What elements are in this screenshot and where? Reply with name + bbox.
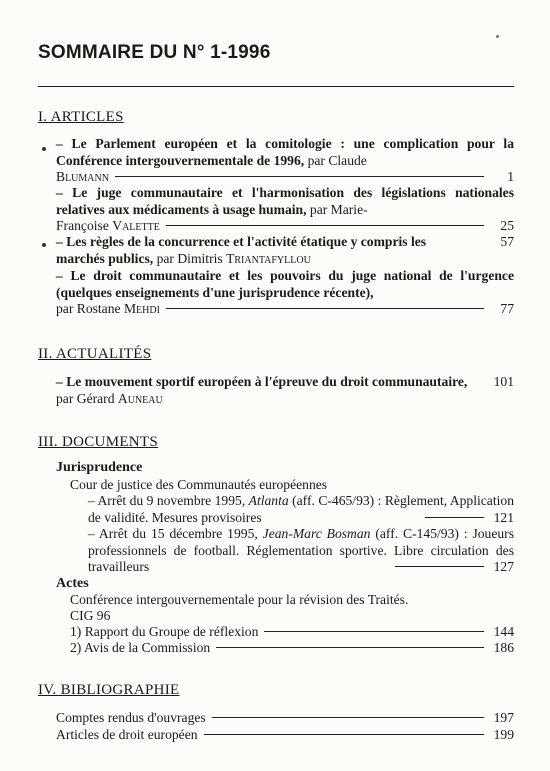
entry-page: 121 bbox=[493, 509, 514, 525]
entry-page: 127 bbox=[493, 559, 514, 574]
entry-title: Comptes rendus d'ouvrages bbox=[56, 710, 206, 725]
entry-by: par Dimitris bbox=[156, 250, 223, 266]
entry-party: Jean-Marc Bosman bbox=[262, 526, 371, 541]
actes-cig: CIG 96 bbox=[70, 608, 111, 623]
entry-author-first: Françoise bbox=[56, 218, 109, 233]
entry-page: 57 bbox=[500, 234, 514, 249]
entry-rest: (aff. C-465/93) : Règlement, Application de validité. Mesures provisoires bbox=[88, 493, 514, 525]
page-title: SOMMAIRE DU N° 1-1996 bbox=[38, 42, 271, 63]
actes-intro: Conférence intergouvernementale pour la révision des Traités. bbox=[70, 592, 409, 607]
court-name: Cour de justice des Communautés européennes bbox=[70, 477, 328, 492]
entry-rest: (aff. C-145/93) : Joueurs professionnels de football. Réglementation sportive. Libre circulation des travailleurs bbox=[88, 526, 514, 574]
subsection-jurisprudence: Jurisprudence bbox=[56, 460, 143, 475]
entry-page: 186 bbox=[493, 640, 514, 655]
toc-entry[interactable] bbox=[56, 727, 514, 744]
title-rule bbox=[38, 86, 514, 87]
toc-entry[interactable] bbox=[56, 234, 514, 267]
leader-line bbox=[204, 734, 484, 735]
section-heading-articles: I. ARTICLES bbox=[38, 109, 124, 125]
margin-dot bbox=[42, 147, 46, 151]
entry-title: – Le Parlement européen et la comitologie : une complication pour la Conférence intergouvernementale de 1996, bbox=[56, 136, 514, 168]
toc-entry[interactable] bbox=[56, 374, 514, 407]
entry-title: Articles de droit européen bbox=[56, 727, 198, 742]
entry-page: 199 bbox=[493, 727, 514, 742]
entry-page: 144 bbox=[493, 624, 514, 639]
entry-page: 197 bbox=[493, 710, 514, 725]
margin-dot bbox=[42, 243, 46, 247]
entry-by: par Marie- bbox=[309, 201, 368, 217]
entry-title: 2) Avis de la Commission bbox=[70, 640, 211, 655]
entry-party: Atlanta bbox=[248, 493, 289, 508]
entry-author: Blumann bbox=[56, 169, 109, 184]
toc-entry[interactable] bbox=[70, 624, 514, 641]
leader-line bbox=[166, 225, 484, 226]
entry-title: – Le mouvement sportif européen à l'épreuve du droit communautaire, bbox=[56, 374, 468, 389]
leader-line bbox=[115, 176, 484, 177]
entry-page: 1 bbox=[507, 169, 514, 184]
entry-title: – Le juge communautaire et l'harmonisation des législations nationales relatives aux médicaments à usage humain, bbox=[56, 185, 514, 217]
entry-title: 1) Rapport du Groupe de réflexion bbox=[70, 624, 259, 639]
entry-page: 101 bbox=[493, 374, 514, 389]
entry-author: Valette bbox=[112, 218, 160, 233]
toc-entry[interactable] bbox=[56, 268, 514, 318]
entry-page: 25 bbox=[500, 218, 514, 233]
toc-entry[interactable] bbox=[56, 136, 514, 186]
leader-line bbox=[425, 517, 484, 518]
entry-by: par Claude bbox=[307, 152, 367, 168]
toc-entry[interactable] bbox=[56, 710, 514, 727]
toc-entry[interactable] bbox=[56, 185, 514, 235]
toc-entry[interactable] bbox=[70, 640, 514, 657]
leader-line bbox=[395, 566, 484, 567]
entry-author: Mehdi bbox=[123, 301, 160, 316]
toc-entry[interactable] bbox=[88, 526, 514, 576]
subsection-actes: Actes bbox=[56, 576, 89, 591]
entry-title: – Le droit communautaire et les pouvoirs du juge national de l'urgence (quelques enseignements d'une jurisprudence récente), bbox=[56, 268, 514, 300]
entry-title: – Les règles de la concurrence et l'activité étatique y compris les marchés publics, bbox=[56, 234, 427, 266]
entry-author: Auneau bbox=[117, 390, 163, 406]
section-heading-documents: III. DOCUMENTS bbox=[38, 434, 159, 450]
entry-by: par Gérard bbox=[56, 390, 115, 406]
entry-by: par Rostane bbox=[56, 301, 121, 316]
toc-entry[interactable] bbox=[88, 493, 514, 526]
leader-line bbox=[216, 647, 484, 648]
leader-line bbox=[166, 308, 484, 309]
entry-prefix: – Arrêt du 15 décembre 1995, bbox=[88, 526, 258, 541]
leader-line bbox=[212, 717, 484, 718]
section-heading-bibliographie: IV. BIBLIOGRAPHIE bbox=[38, 682, 180, 698]
entry-author: Triantafyllou bbox=[226, 250, 311, 266]
entry-page: 77 bbox=[500, 301, 514, 316]
paper-speck bbox=[496, 35, 499, 38]
entry-prefix: – Arrêt du 9 novembre 1995, bbox=[88, 493, 246, 508]
section-heading-actualites: II. ACTUALITÉS bbox=[38, 346, 152, 362]
leader-line bbox=[264, 631, 484, 632]
